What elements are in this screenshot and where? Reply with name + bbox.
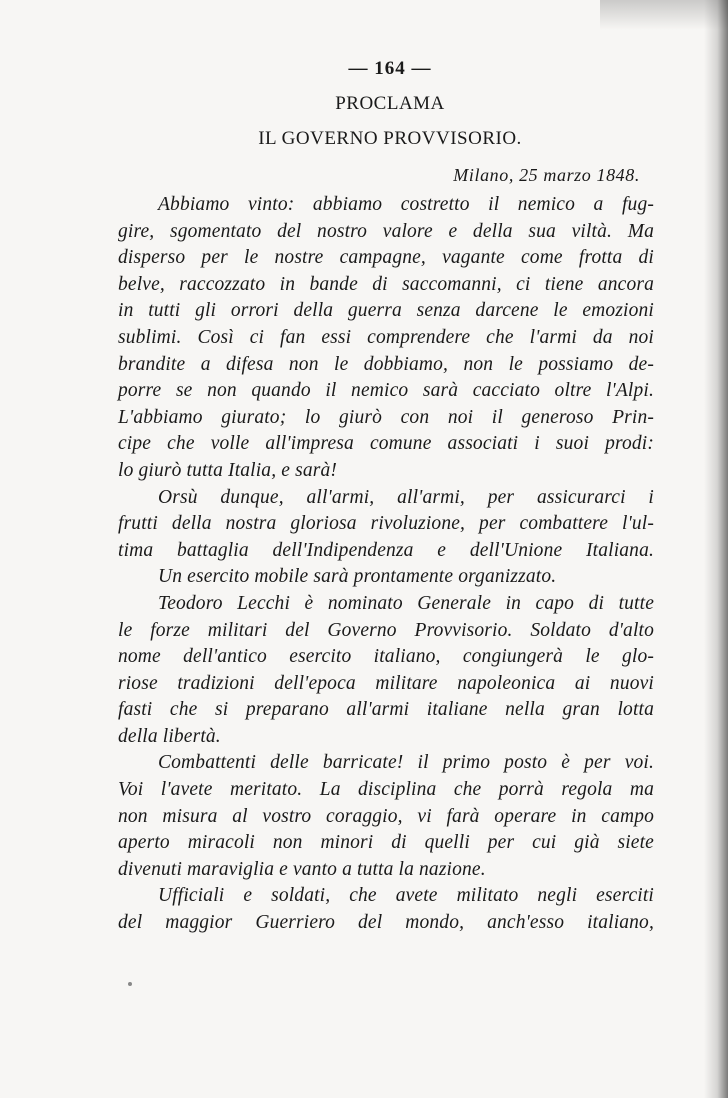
text-line: nome dell'antico esercito italiano, congiungerà le glo-	[118, 646, 654, 668]
text-line: del maggior Guerriero del mondo, anch'esso italiano,	[118, 912, 654, 934]
paper-speck	[128, 982, 132, 986]
paragraph	[118, 564, 654, 591]
paragraph	[118, 883, 654, 936]
text-line: belve, raccozzato in bande di saccomanni, ci tiene ancora	[118, 273, 654, 295]
text-line: disperso per le nostre campagne, vagante come frotta di	[118, 247, 654, 269]
paragraph	[118, 485, 654, 565]
text-line: lo giurò tutta Italia, e sarà!	[118, 459, 337, 481]
paragraph	[118, 750, 654, 883]
page-number: — 164 —	[348, 58, 432, 79]
text-line: aperto miracoli non minori di quelli per cui già siete	[118, 832, 654, 854]
text-line: Abbiamo vinto: abbiamo costretto il nemico a fug-	[158, 194, 654, 215]
text-line: Ufficiali e soldati, che avete militato negli eserciti	[158, 885, 654, 907]
text-line: gire, sgomentato del nostro valore e della sua viltà. Ma	[118, 220, 654, 242]
text-line: tima battaglia dell'Indipendenza e dell'Unione Italiana.	[118, 539, 654, 561]
text-line: riose tradizioni dell'epoca militare napoleonica ai nuovi	[118, 672, 654, 694]
text-line: frutti della nostra gloriosa rivoluzione, per combattere l'ul-	[118, 513, 654, 535]
text-line: fasti che si preparano all'armi italiane nella gran lotta	[118, 699, 654, 721]
text-line: porre se non quando il nemico sarà cacciato oltre l'Alpi.	[118, 380, 654, 402]
text-line: Voi l'avete meritato. La disciplina che porrà regola ma	[118, 779, 654, 801]
text-line: Combattenti delle barricate! il primo posto è per voi.	[158, 752, 654, 774]
text-line: sublimi. Così ci fan essi comprendere che l'armi da noi	[118, 326, 654, 348]
paragraph	[118, 591, 654, 751]
text-line: in tutti gli orrori della guerra senza darcene le emozioni	[118, 300, 654, 322]
proclamation-title: PROCLAMA	[335, 93, 445, 114]
text-line: cipe che volle all'impresa comune associati i suoi prodi:	[118, 433, 654, 455]
text-line: Un esercito mobile sarà prontamente organizzato.	[158, 566, 557, 588]
text-line: della libertà.	[118, 725, 221, 747]
text-line: le forze militari del Governo Provvisorio. Soldato d'alto	[118, 619, 654, 641]
proclamation-body	[118, 192, 654, 937]
proclamation-subtitle: IL GOVERNO PROVVISORIO.	[258, 128, 522, 149]
page-edge-shadow-right	[704, 0, 728, 1098]
text-line: brandite a difesa non le dobbiamo, non le possiamo de-	[118, 353, 654, 375]
text-line: L'abbiamo giurato; lo giurò con noi il generoso Prin-	[118, 406, 654, 428]
text-line: non misura al vostro coraggio, vi farà operare in campo	[118, 805, 654, 827]
text-line: divenuti maraviglia e vanto a tutta la nazione.	[118, 858, 486, 880]
text-line: Teodoro Lecchi è nominato Generale in capo di tutte	[158, 592, 654, 614]
paragraph	[118, 192, 654, 485]
dateline: Milano, 25 marzo 1848.	[453, 165, 640, 185]
text-line: Orsù dunque, all'armi, all'armi, per assicurarci i	[158, 486, 654, 508]
